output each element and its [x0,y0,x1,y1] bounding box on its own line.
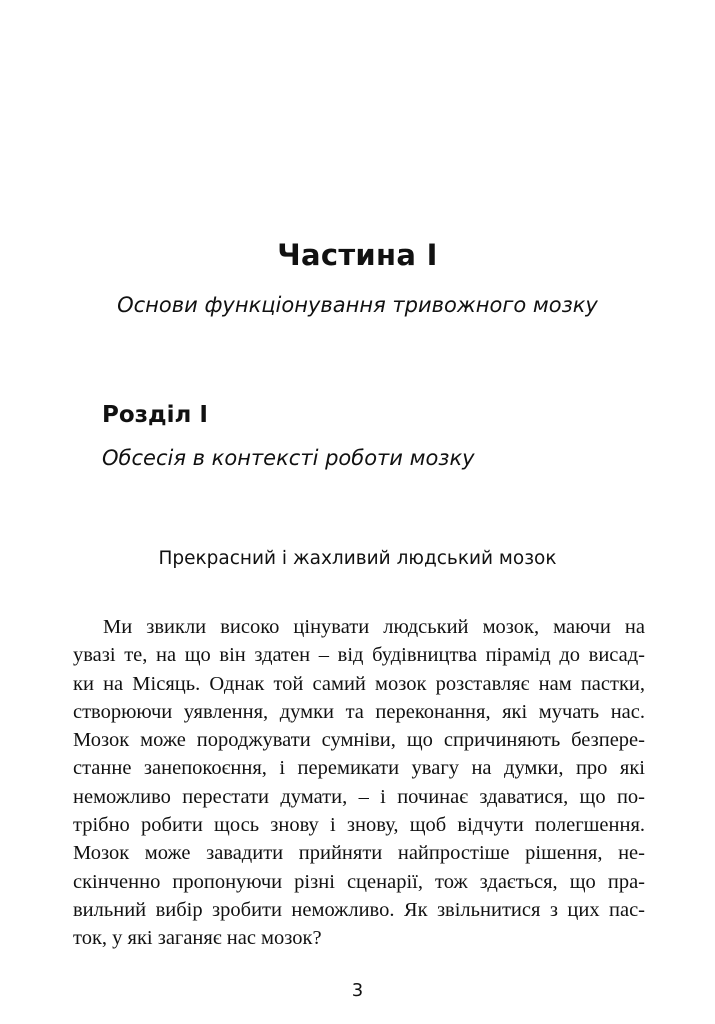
body-line: скінченно пропонуючи різні сценарії, тож здається, що пра- [73,870,645,893]
chapter-subtitle: Обсесія в контексті роботи мозку [102,446,475,470]
body-line: трібно робити щось знову і знову, щоб відчути полегшення. [73,814,645,837]
body-line: Ми звикли високо цінувати людський мозок, маючи на [103,616,645,638]
body-line: ки на Місяць. Однак той самий мозок розставляє нам пастки, [73,672,645,695]
page-number: 3 [351,980,364,1001]
body-line: Мозок може завадити прийняти найпростіше рішення, не- [73,842,645,865]
body-line: Мозок може породжувати сумніви, що спричиняють безпере- [73,729,645,752]
part-subtitle: Основи функціонування тривожного мозку [117,293,598,317]
part-title: Частина I [277,238,438,272]
chapter-title: Розділ I [102,402,208,428]
body-line: ток, у які заганяє нас мозок? [73,927,322,950]
body-line: увазі те, на що він здатен – від будівництва пірамід до висад- [73,644,645,667]
body-line: вильний вибір зробити неможливо. Як звільнитися з цих пас- [73,898,645,921]
body-paragraph [73,613,645,953]
section-heading: Прекрасний і жахливий людський мозок [158,548,557,569]
body-line: створюючи уявлення, думки та переконання, які мучать нас. [73,700,645,723]
body-line: станне занепокоєння, і перемикати увагу на думки, про які [73,757,645,780]
body-line: неможливо перестати думати, – і починає здаватися, що по- [73,785,645,808]
